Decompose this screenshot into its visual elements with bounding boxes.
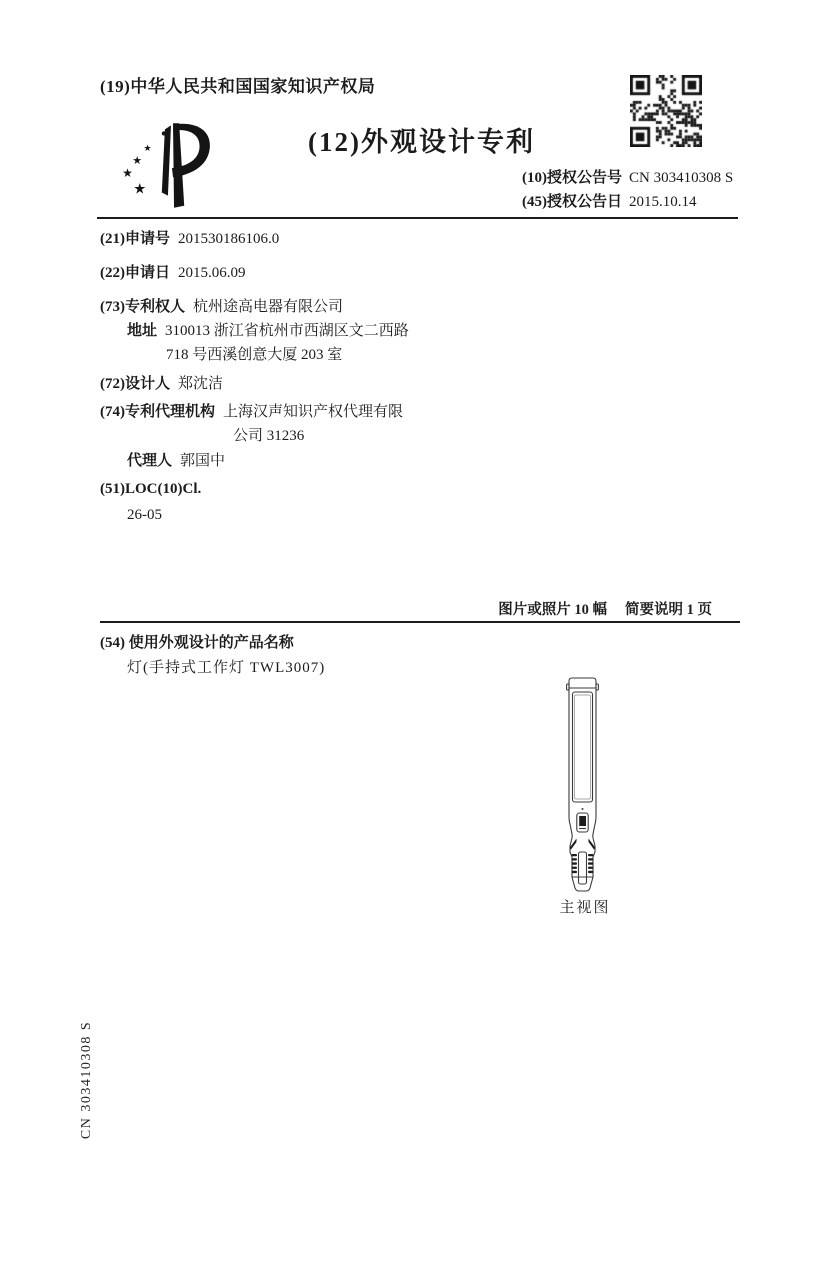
address-label: 地址 [127,323,158,339]
publication-number-label: (10)授权公告号 [522,170,622,186]
address-line2: 718 号西溪创意大厦 203 室 [166,347,343,363]
figures-count-note: 图片或照片 10 幅 [498,602,607,618]
brief-description-note: 简要说明 1 页 [625,602,712,618]
publication-date-value: 2015.10.14 [629,194,697,210]
address-line1: 310013 浙江省杭州市西湖区文二西路 [165,323,409,339]
header-divider [97,217,738,219]
application-number-row [100,227,279,248]
designer-row [100,372,223,393]
agency-label: (74)专利代理机构 [100,404,215,420]
publication-number-value: CN 303410308 S [629,170,734,186]
agent-row [127,449,225,470]
star-icon: ★ [132,155,143,168]
section-divider [100,621,740,623]
grip-ribs [572,854,594,873]
designer-value: 郑沈洁 [178,376,224,392]
patentee-label: (73)专利权人 [100,299,185,315]
application-date-value: 2015.06.09 [178,265,246,281]
publication-date-row [522,190,697,211]
product-name-value: 灯(手持式工作灯 TWL3007) [127,660,326,676]
agency-line1: 上海汉声知识产权代理有限 [223,404,404,420]
figure-caption: 主视图 [559,900,611,916]
loc-class-label: (51)LOC(10)Cl. [100,481,202,497]
application-date-label: (22)申请日 [100,265,170,281]
star-icon: ★ [122,166,134,181]
design-figure-front-view [559,676,607,896]
application-date-row [100,261,246,282]
star-icon: ★ [143,142,152,153]
application-number-label: (21)申请号 [100,231,170,247]
agency-row [100,400,403,421]
agency-line2: 公司 31236 [233,428,305,444]
cnipa-logo-icon [116,112,228,214]
qr-code [630,75,702,147]
figures-note-row [97,598,712,619]
loc-class-row [100,481,209,498]
publication-number-row [522,166,733,187]
address-row [127,319,409,340]
application-number-value: 201530186106.0 [178,231,280,247]
product-name-section-label: (54) 使用外观设计的产品名称 [100,635,294,651]
agency-row-continued [233,424,304,445]
address-row-continued [166,343,342,364]
agent-label: 代理人 [127,453,173,469]
agent-value: 郭国中 [180,453,226,469]
loc-class-value: 26-05 [127,507,162,523]
publication-date-label: (45)授权公告日 [522,194,622,210]
issuing-office: (19)中华人民共和国国家知识产权局 [100,77,376,96]
vertical-document-number: CN 303410308 S [79,1020,94,1140]
document-type-title: (12)外观设计专利 [308,127,535,157]
patentee-value: 杭州途高电器有限公司 [193,299,344,315]
loc-class-value-row [127,507,162,524]
designer-label: (72)设计人 [100,376,170,392]
patentee-row [100,295,343,316]
star-icon: ★ [133,181,147,198]
